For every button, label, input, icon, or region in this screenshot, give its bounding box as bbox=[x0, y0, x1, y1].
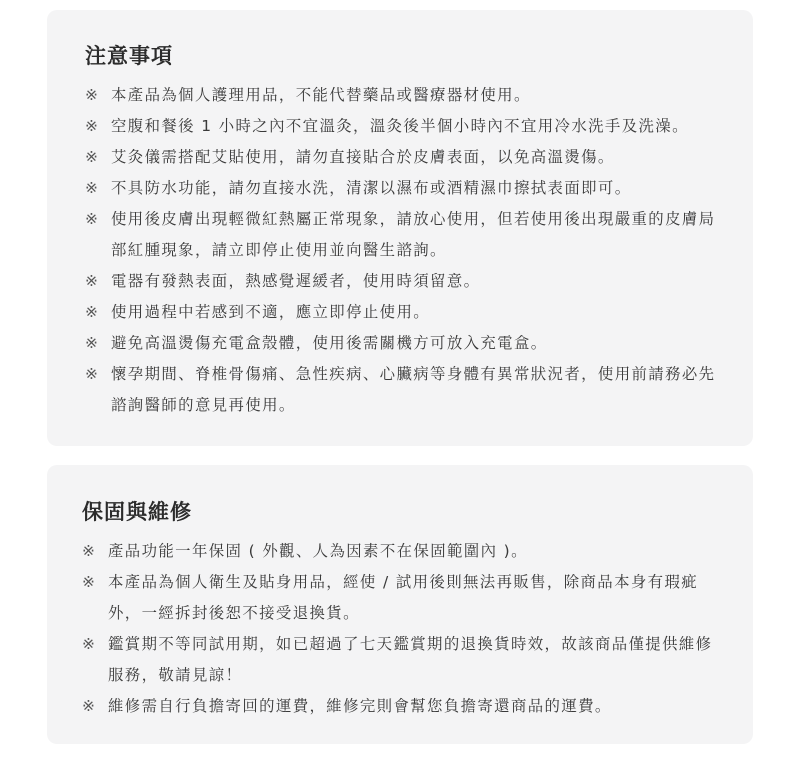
warranty-item bbox=[82, 567, 723, 629]
notice-item-text: 電器有發熱表面，熱感覺遲緩者，使用時須留意。 bbox=[111, 272, 481, 290]
reference-mark: ※ bbox=[82, 542, 97, 560]
notice-item bbox=[85, 111, 723, 142]
warranty-card bbox=[47, 465, 753, 744]
notice-list bbox=[85, 80, 723, 421]
reference-mark: ※ bbox=[85, 334, 100, 352]
warranty-item bbox=[82, 536, 723, 567]
warranty-item-text: 鑑賞期不等同試用期，如已超過了七天鑑賞期的退換貨時效，故該商品僅提供維修服務，敬請見諒！ bbox=[108, 635, 713, 684]
reference-mark: ※ bbox=[85, 117, 100, 135]
notice-item-text: 空腹和餐後 1 小時之內不宜溫灸，溫灸後半個小時內不宜用冷水洗手及洗澡。 bbox=[111, 117, 689, 135]
notice-item bbox=[85, 204, 723, 266]
notice-item bbox=[85, 328, 723, 359]
reference-mark: ※ bbox=[85, 148, 100, 166]
warranty-item bbox=[82, 691, 723, 722]
notice-item-text: 避免高溫燙傷充電盒殼體，使用後需關機方可放入充電盒。 bbox=[111, 334, 548, 352]
notice-item-text: 艾灸儀需搭配艾貼使用，請勿直接貼合於皮膚表面，以免高溫燙傷。 bbox=[111, 148, 615, 166]
reference-mark: ※ bbox=[85, 210, 100, 228]
reference-mark: ※ bbox=[82, 573, 97, 591]
reference-mark: ※ bbox=[85, 303, 100, 321]
notice-title: 注意事項 bbox=[85, 44, 173, 68]
notice-item bbox=[85, 173, 723, 204]
reference-mark: ※ bbox=[82, 697, 97, 715]
warranty-list bbox=[82, 536, 723, 722]
warranty-item-text: 維修需自行負擔寄回的運費，維修完則會幫您負擔寄還商品的運費。 bbox=[108, 697, 612, 715]
reference-mark: ※ bbox=[85, 272, 100, 290]
notice-item bbox=[85, 80, 723, 111]
notice-item bbox=[85, 297, 723, 328]
warranty-item bbox=[82, 629, 723, 691]
notice-item-text: 使用過程中若感到不適，應立即停止使用。 bbox=[111, 303, 431, 321]
notice-item-text: 使用後皮膚出現輕微紅熱屬正常現象，請放心使用，但若使用後出現嚴重的皮膚局部紅腫現象，請立即停止使用並向醫生諮詢。 bbox=[111, 210, 716, 259]
reference-mark: ※ bbox=[85, 86, 100, 104]
notice-item-text: 懷孕期間、脊椎骨傷痛、急性疾病、心臟病等身體有異常狀況者，使用前請務必先諮詢醫師的意見再使用。 bbox=[111, 365, 716, 414]
reference-mark: ※ bbox=[82, 635, 97, 653]
warranty-title: 保固與維修 bbox=[82, 500, 192, 524]
notice-item bbox=[85, 266, 723, 297]
warranty-item-text: 產品功能一年保固 ( 外觀、人為因素不在保固範圍內 )。 bbox=[108, 542, 528, 560]
notice-item bbox=[85, 142, 723, 173]
reference-mark: ※ bbox=[85, 179, 100, 197]
notice-item bbox=[85, 359, 723, 421]
notice-card bbox=[47, 10, 753, 446]
reference-mark: ※ bbox=[85, 365, 100, 383]
notice-item-text: 本產品為個人護理用品，不能代替藥品或醫療器材使用。 bbox=[111, 86, 531, 104]
notice-item-text: 不具防水功能，請勿直接水洗，清潔以濕布或酒精濕巾擦拭表面即可。 bbox=[111, 179, 632, 197]
warranty-item-text: 本產品為個人衛生及貼身用品，經使 / 試用後則無法再販售，除商品本身有瑕疵外，一經拆封後恕不接受退換貨。 bbox=[108, 573, 699, 622]
